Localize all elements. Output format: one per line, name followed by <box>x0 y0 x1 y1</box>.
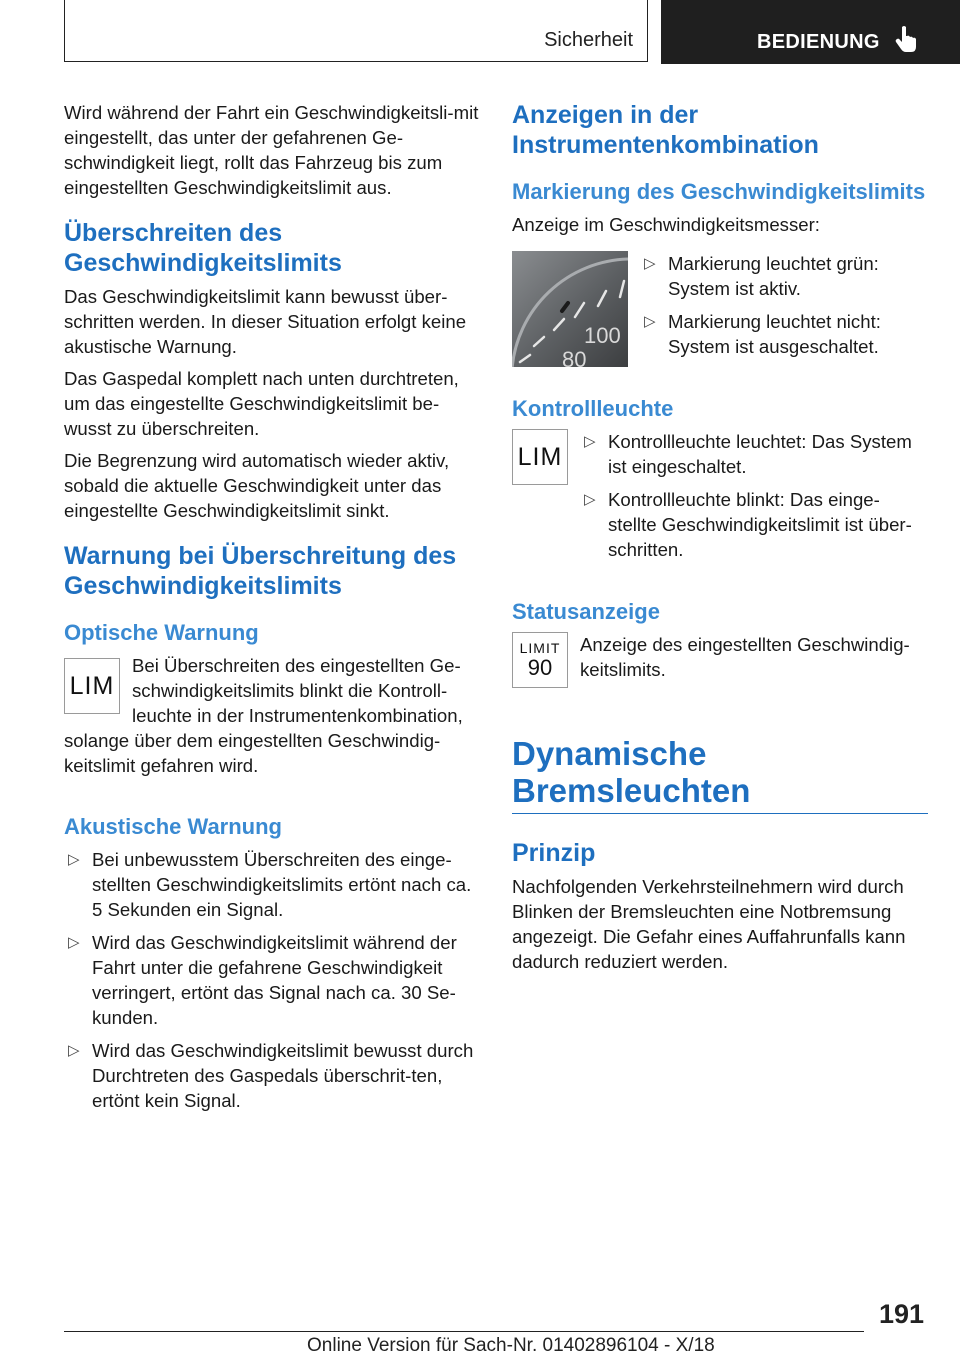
statusanzeige-text: Anzeige des eingestellten Geschwindig-keitslimits. <box>580 634 910 680</box>
markierung-block <box>512 251 928 367</box>
limit-icon-label: LIMIT <box>519 640 561 656</box>
footer-rule <box>64 1331 864 1332</box>
limit-icon-value: 90 <box>527 655 553 680</box>
triangle-bullet-icon: ▷ <box>644 313 656 330</box>
optische-warnung-text: Bei Überschreiten des eingestellten Ge-schwindigkeitslimits blinkt die Kontroll-leuchte in der Instrumentenkombination, solange über dem eingestellten Geschwindig-keitslimit gefahren wird. <box>64 655 463 776</box>
triangle-bullet-icon: ▷ <box>584 433 596 450</box>
heading-markierung: Markierung des Geschwindigkeitslimits <box>512 179 926 204</box>
list-item: ▷ Bei unbewusstem Überschreiten des einge-stellten Geschwindigkeitslimits ertönt nach ca. 5 Sekunden ein Signal. <box>68 849 472 920</box>
gauge-label-100: 100 <box>584 323 621 348</box>
triangle-bullet-icon: ▷ <box>68 934 80 951</box>
heading-rule <box>512 813 928 814</box>
lim-icon-text: LIM <box>517 442 563 471</box>
triangle-bullet-icon: ▷ <box>584 491 596 508</box>
markierung-list <box>640 251 928 367</box>
list-item: ▷ Markierung leuchtet grün: System ist aktiv. <box>644 253 879 299</box>
header-chapter-tab <box>661 0 960 64</box>
akustische-warnung-list <box>64 847 480 1113</box>
lim-warning-light-icon <box>64 658 120 714</box>
list-item: ▷ Kontrollleuchte leuchtet: Das System ist eingeschaltet. <box>584 431 912 477</box>
heading-kontrollleuchte: Kontrollleuchte <box>512 396 674 421</box>
left-column <box>64 100 480 1121</box>
prinzip-text: Nachfolgenden Verkehrsteilnehmern wird durch Blinken der Bremsleuchten eine Notbremsung angezeigt. Die Gefahr eines Auffahrunfalls kann dadurch reduziert werden. <box>512 876 906 972</box>
header-section-title: Sicherheit <box>544 29 633 51</box>
lim-indicator-icon <box>512 429 568 485</box>
heading-anzeigen: Anzeigen in der Instrumentenkombination <box>512 101 819 159</box>
speedometer-image <box>512 251 628 367</box>
page-number: 191 <box>878 1299 924 1329</box>
hand-pointer-icon <box>895 25 919 53</box>
ueberschreiten-paragraph-2: Das Gaspedal komplett nach unten durchtreten, um das eingestellte Geschwindigkeitslimit be-wusst zu überschreiten. <box>64 368 459 439</box>
kontrollleuchte-block <box>512 429 928 570</box>
ueberschreiten-paragraph-3: Die Begrenzung wird automatisch wieder aktiv, sobald die aktuelle Geschwindigkeit unter das eingestellte Geschwindigkeitslimit sinkt. <box>64 450 450 521</box>
list-item: ▷ Wird das Geschwindigkeitslimit während der Fahrt unter die gefahrene Geschwindigkeit verringert, ertönt das Signal nach ca. 30 Se-kunden. <box>68 932 457 1028</box>
heading-ueberschreiten: Überschreiten des Geschwindigkeitslimits <box>64 219 342 277</box>
list-item: ▷ Markierung leuchtet nicht: System ist ausgeschaltet. <box>644 311 881 357</box>
triangle-bullet-icon: ▷ <box>68 1042 80 1059</box>
intro-paragraph: Wird während der Fahrt ein Geschwindigkeitsli-mit eingestellt, das unter der gefahrenen Ge-schwindigkeit liegt, rollt das Fahrzeug bis zum eingestellten Geschwindigkeitslimit aus. <box>64 102 479 198</box>
limit-status-icon <box>512 632 568 688</box>
statusanzeige-block <box>512 632 928 689</box>
heading-akustische-warnung: Akustische Warnung <box>64 814 282 839</box>
markierung-intro: Anzeige im Geschwindigkeitsmesser: <box>512 214 820 235</box>
header-chapter-title: BEDIENUNG <box>757 31 880 53</box>
kontrollleuchte-list <box>580 429 928 570</box>
heading-warnung: Warnung bei Überschreitung des Geschwindigkeitslimits <box>64 542 457 600</box>
right-column <box>512 100 928 981</box>
ueberschreiten-paragraph-1: Das Geschwindigkeitslimit kann bewusst über-schritten werden. In dieser Situation erfolgt keine akustische Warnung. <box>64 286 467 357</box>
heading-dynamische-bremsleuchten: Dynamische Bremsleuchten <box>512 735 751 809</box>
lim-icon-text: LIM <box>69 671 115 700</box>
triangle-bullet-icon: ▷ <box>68 851 80 868</box>
list-item: ▷ Wird das Geschwindigkeitslimit bewusst durch Durchtreten des Gaspedals überschrit-ten, ertönt kein Signal. <box>68 1040 474 1111</box>
optische-warnung-block <box>64 653 480 785</box>
list-item: ▷ Kontrollleuchte blinkt: Das einge-stellte Geschwindigkeitslimit ist über-schritten. <box>584 489 912 560</box>
triangle-bullet-icon: ▷ <box>644 255 656 272</box>
footer-version-text: Online Version für Sach-Nr. 01402896104 - X/18 <box>307 1335 715 1356</box>
heading-statusanzeige: Statusanzeige <box>512 599 660 624</box>
heading-prinzip: Prinzip <box>512 839 596 867</box>
heading-optische-warnung: Optische Warnung <box>64 620 259 645</box>
header-section-box <box>64 0 648 62</box>
gauge-label-80: 80 <box>562 347 587 367</box>
